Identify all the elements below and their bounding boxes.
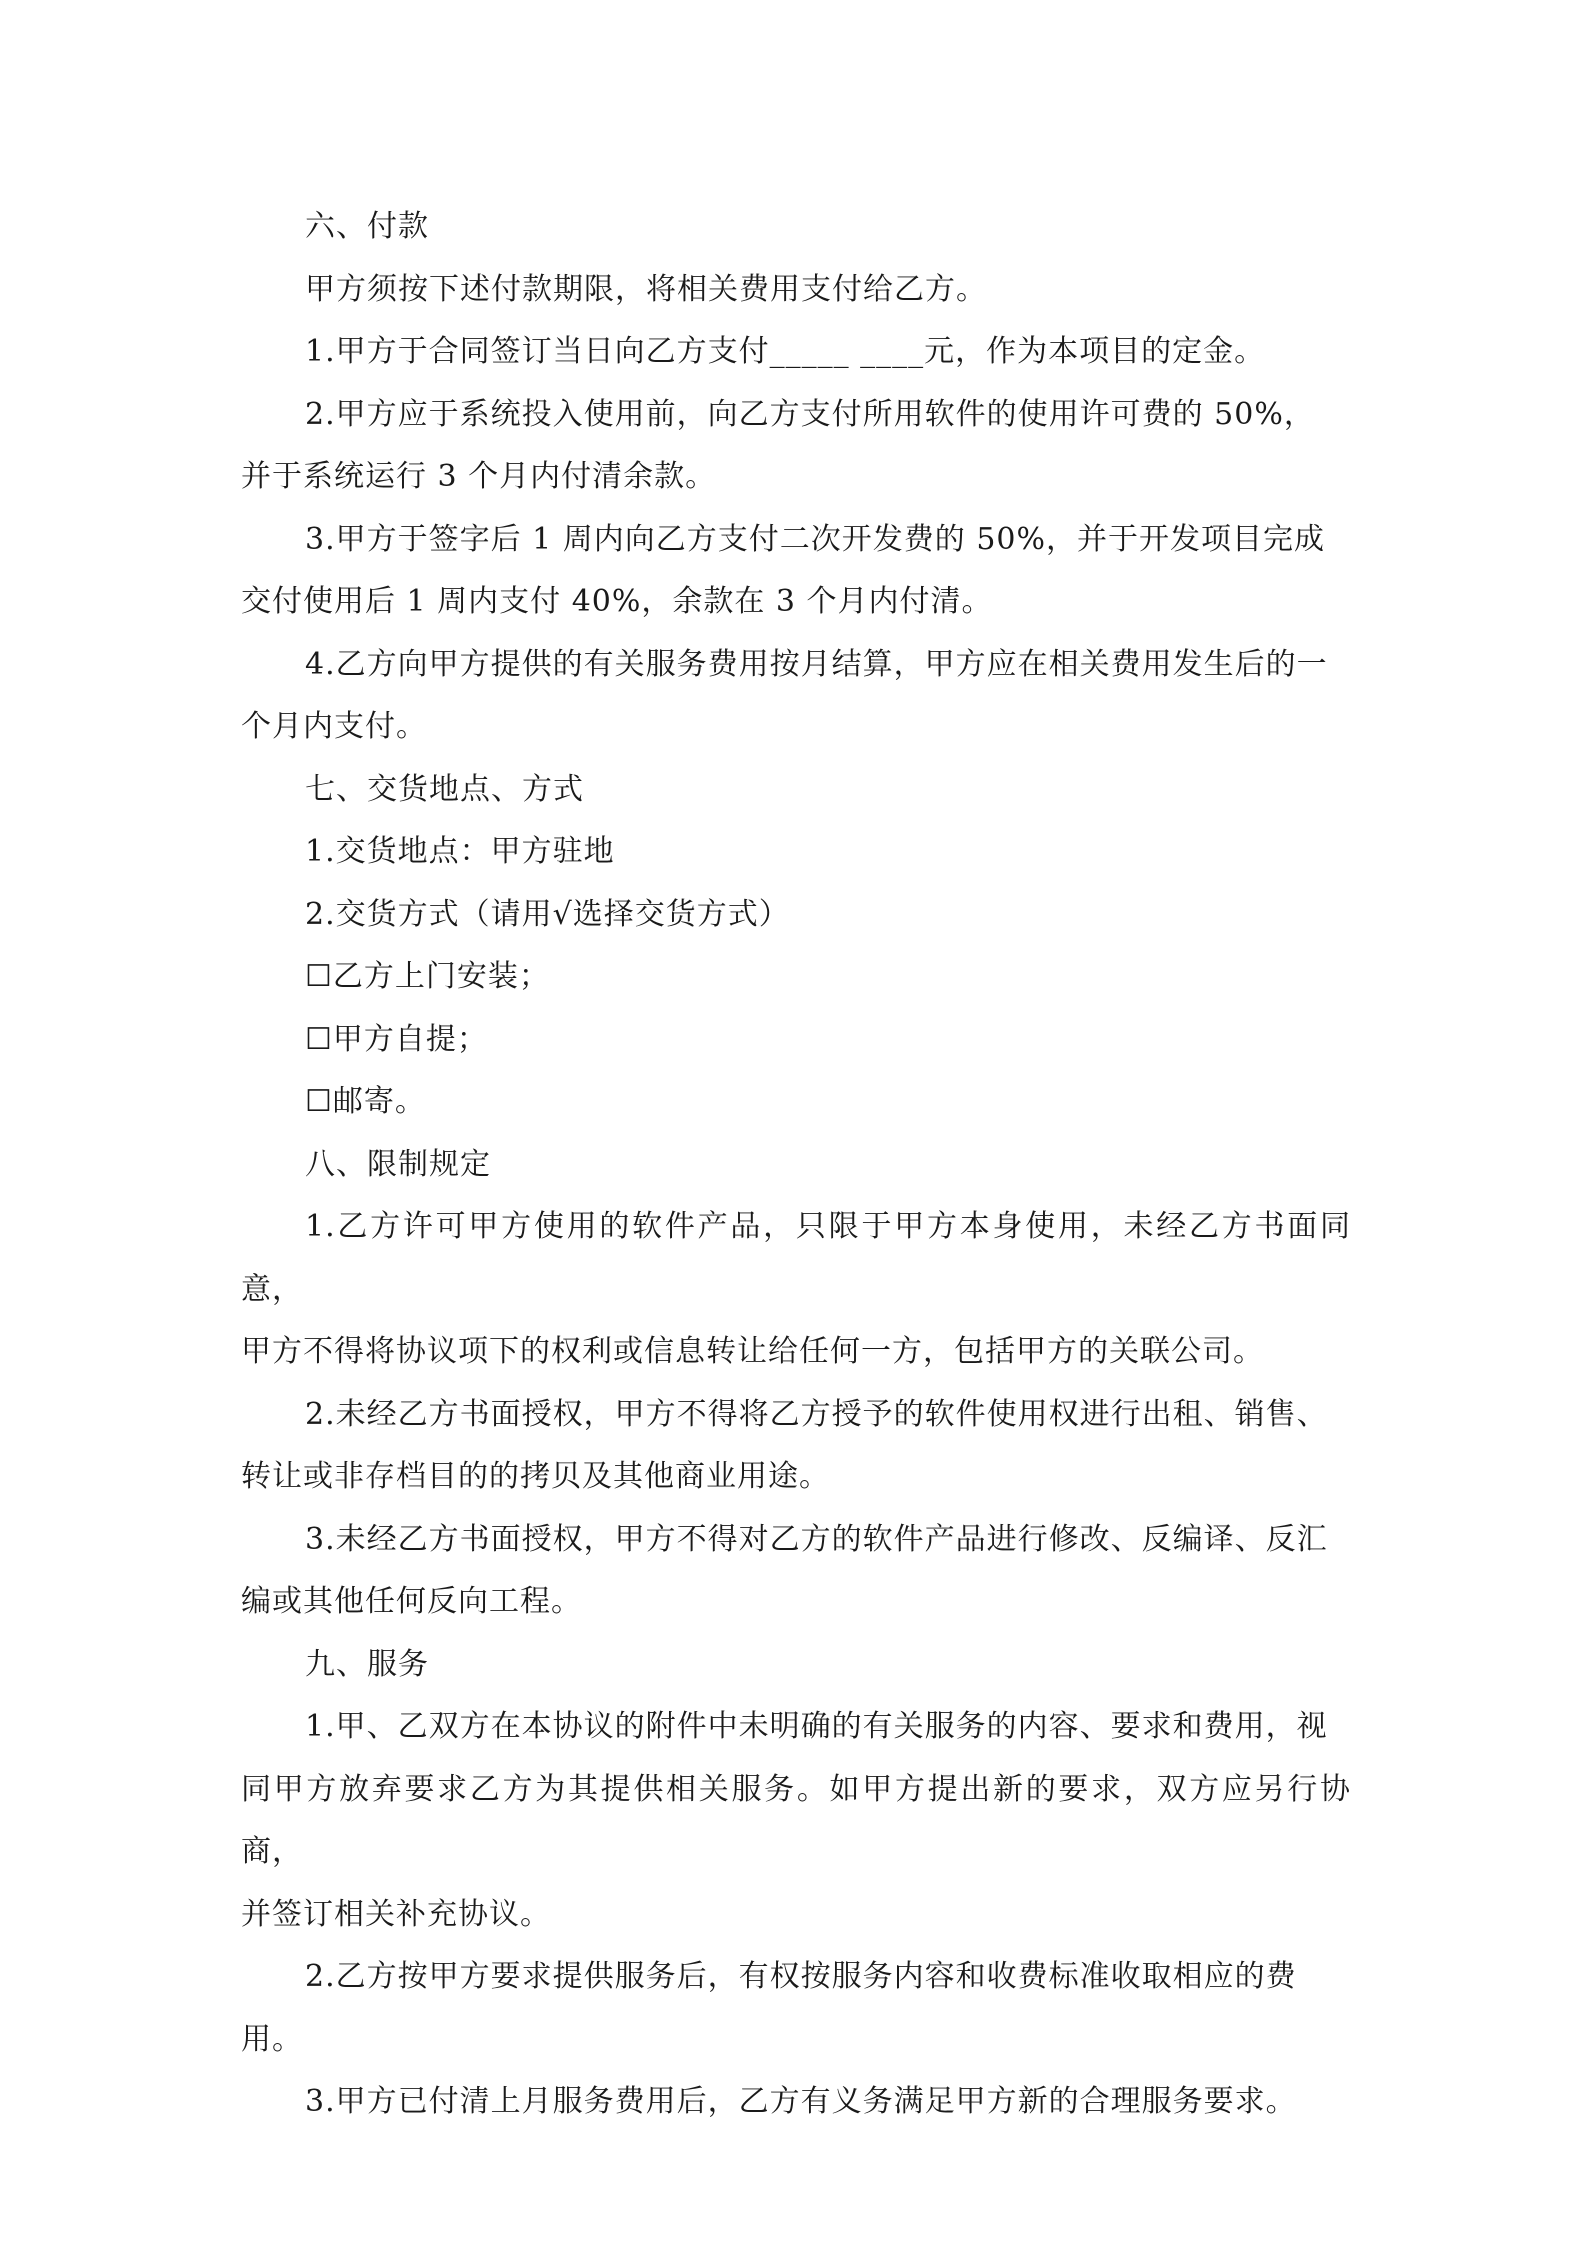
paragraph: 1.甲方于合同签订当日向乙方支付_____ ____元，作为本项目的定金。 [305, 334, 1266, 369]
document-body [241, 196, 1351, 2134]
paragraph: 甲方须按下述付款期限，将相关费用支付给乙方。 [305, 271, 987, 307]
paragraph-continuation: 甲方不得将协议项下的权利或信息转让给任何一方，包括甲方的关联公司。 [241, 1334, 1264, 1369]
checkbox-option: ☐乙方上门安装； [305, 959, 550, 994]
paragraph-continuation: 用。 [241, 2021, 303, 2057]
paragraph-continuation: 转让或非存档目的的拷贝及其他商业用途。 [241, 1459, 830, 1494]
paragraph-continuation: 交付使用后 1 周内支付 40%，余款在 3 个月内付清。 [241, 584, 993, 619]
section-heading-service: 九、服务 [305, 1646, 429, 1682]
paragraph: 1.乙方许可甲方使用的软件产品，只限于甲方本身使用，未经乙方书面同意， [241, 1209, 1351, 1307]
paragraph: 2.甲方应于系统投入使用前，向乙方支付所用软件的使用许可费的 50%， [305, 396, 1315, 432]
section-heading-restrictions: 八、限制规定 [305, 1146, 491, 1182]
paragraph: 3.未经乙方书面授权，甲方不得对乙方的软件产品进行修改、反编译、反汇 [305, 1521, 1328, 1557]
paragraph: 2.乙方按甲方要求提供服务后，有权按服务内容和收费标准收取相应的费 [305, 1959, 1297, 1994]
paragraph: 3.甲方于签字后 1 周内向乙方支付二次开发费的 50%，并于开发项目完成 [305, 521, 1325, 557]
paragraph-continuation: 编或其他任何反向工程。 [241, 1584, 582, 1619]
paragraph: 4.乙方向甲方提供的有关服务费用按月结算，甲方应在相关费用发生后的一 [305, 646, 1328, 682]
checkbox-option: ☐邮寄。 [305, 1084, 426, 1119]
paragraph: 1.甲、乙双方在本协议的附件中未明确的有关服务的内容、要求和费用，视 [305, 1709, 1328, 1744]
paragraph-continuation: 个月内支付。 [241, 709, 427, 744]
paragraph: 2.未经乙方书面授权，甲方不得将乙方授予的软件使用权进行出租、销售、 [305, 1396, 1328, 1432]
paragraph-continuation: 并于系统运行 3 个月内付清余款。 [241, 459, 717, 494]
paragraph: 2.交货方式（请用√选择交货方式） [305, 896, 790, 932]
section-heading-delivery: 七、交货地点、方式 [305, 771, 584, 807]
paragraph-continuation: 并签订相关补充协议。 [241, 1896, 551, 1932]
checkbox-option: ☐甲方自提； [305, 1021, 488, 1057]
paragraph-continuation: 同甲方放弃要求乙方为其提供相关服务。如甲方提出新的要求，双方应另行协商， [241, 1771, 1351, 1869]
paragraph: 3.甲方已付清上月服务费用后，乙方有义务满足甲方新的合理服务要求。 [305, 2084, 1297, 2119]
paragraph: 1.交货地点：甲方驻地 [305, 834, 615, 869]
section-heading-payment: 六、付款 [305, 209, 429, 244]
